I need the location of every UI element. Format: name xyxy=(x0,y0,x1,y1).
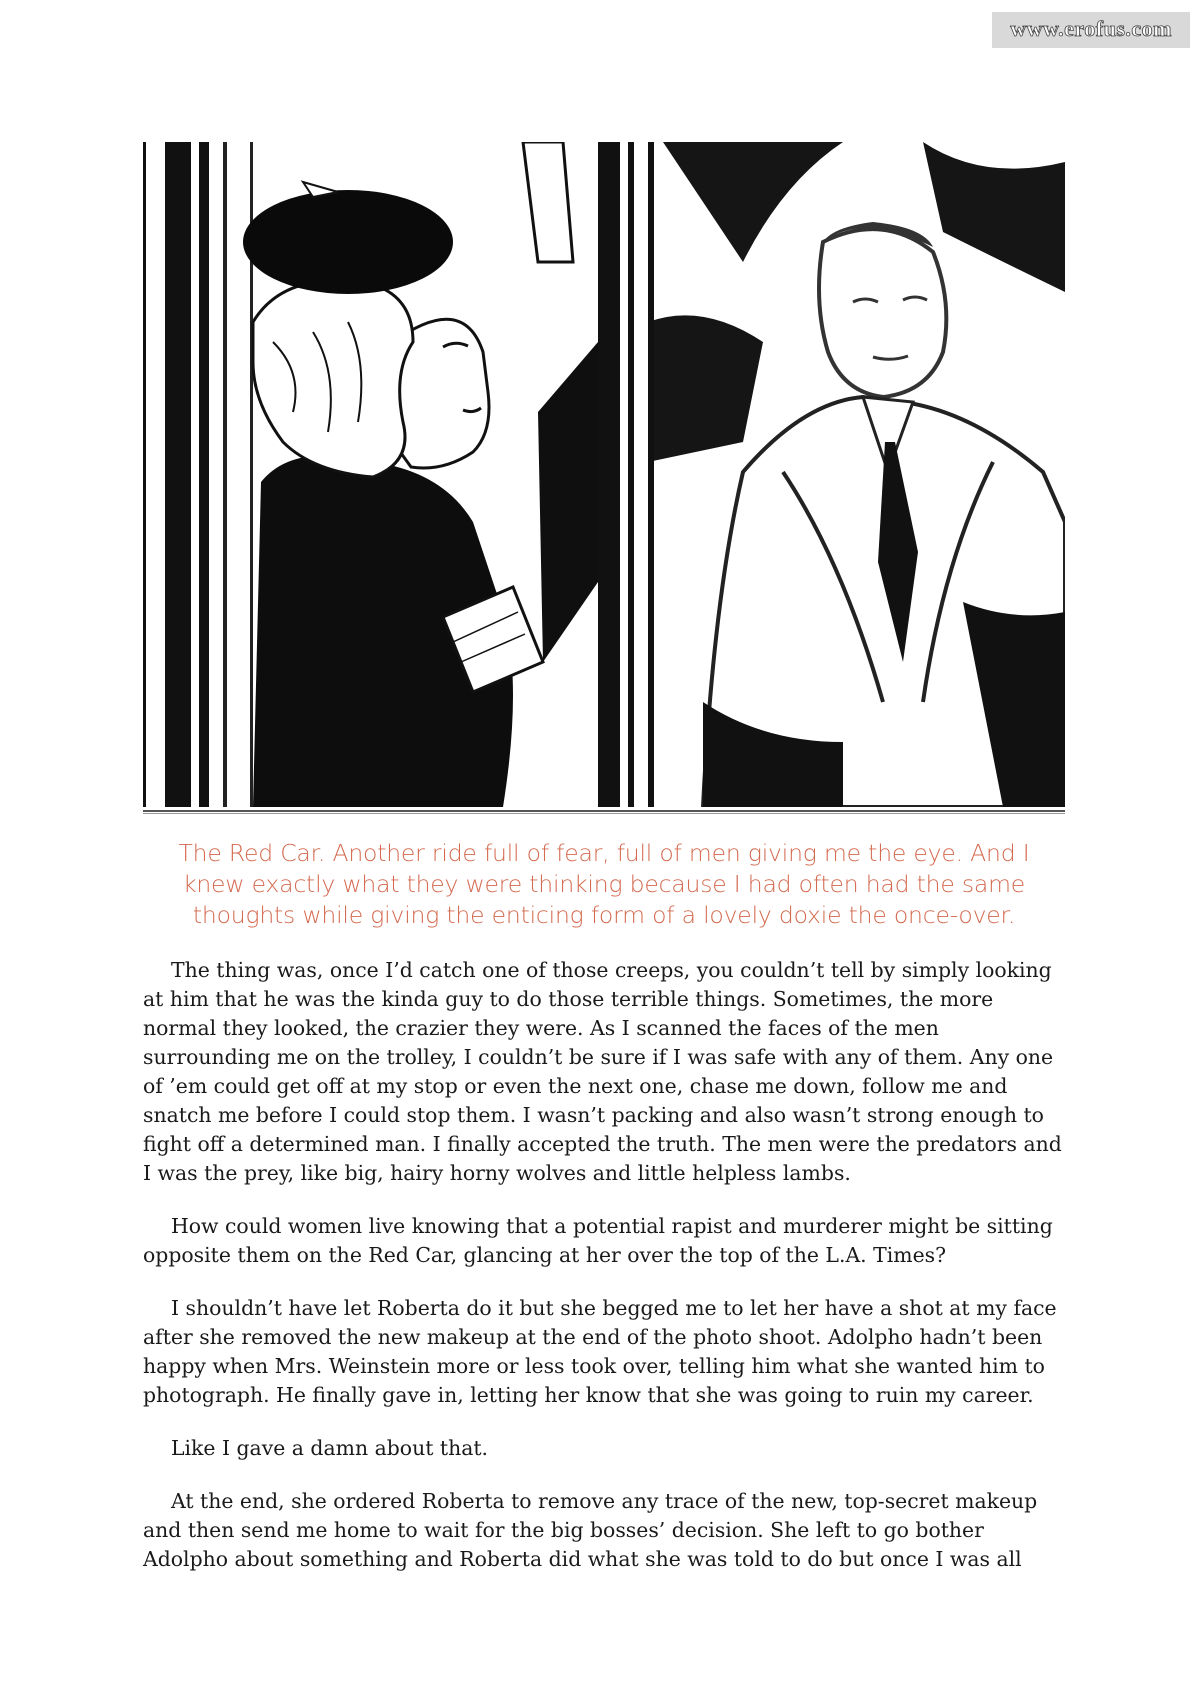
paragraph: At the end, she ordered Roberta to remove any trace of the new, top-secret makeup and then send me home to wait for the big bosses’ decision. She left to go bother Adolpho about something and Roberta did what she was told to do but once I was all xyxy=(143,1489,1038,1571)
trolley-scene-illustration xyxy=(143,142,1065,807)
paragraph: I shouldn’t have let Roberta do it but she begged me to let her have a shot at my face after she removed the new makeup at the end of the photo shoot. Adolpho hadn’t been happy when Mrs. Weinstein more or less took over, telling him what she wanted him to photograph. He finally gave in, letting her know that she was going to ruin my career. xyxy=(143,1296,1057,1407)
narration-caption: The Red Car. Another ride full of fear, full of men giving me the eye. And I knew exactly what they were thinking because I had often had the same thoughts while giving the enticing form of a lovely doxie the once-over. xyxy=(178,839,1030,929)
watermark: www.erofus.com xyxy=(992,12,1190,48)
comic-panel-illustration xyxy=(143,142,1065,807)
paragraph: Like I gave a damn about that. xyxy=(171,1436,489,1460)
story-text xyxy=(143,956,1065,1598)
paragraph: How could women live knowing that a potential rapist and murderer might be sitting opposite them on the Red Car, glancing at her over the top of the L.A. Times? xyxy=(143,1214,1053,1267)
paragraph: The thing was, once I’d catch one of those creeps, you couldn’t tell by simply looking at him that he was the kinda guy to do those terrible things. Sometimes, the more normal they looked, the crazier they were. As I scanned the faces of the men surrounding me on the trolley, I couldn’t be sure if I was safe with any of them. Any one of ’em could get off at my stop or even the next one, chase me down, follow me and snatch me before I could stop them. I wasn’t packing and also wasn’t strong enough to fight off a determined man. I finally accepted the truth. The men were the predators and I was the prey, like big, hairy horny wolves and little helpless lambs. xyxy=(143,958,1062,1185)
panel-divider-rule xyxy=(143,810,1065,814)
